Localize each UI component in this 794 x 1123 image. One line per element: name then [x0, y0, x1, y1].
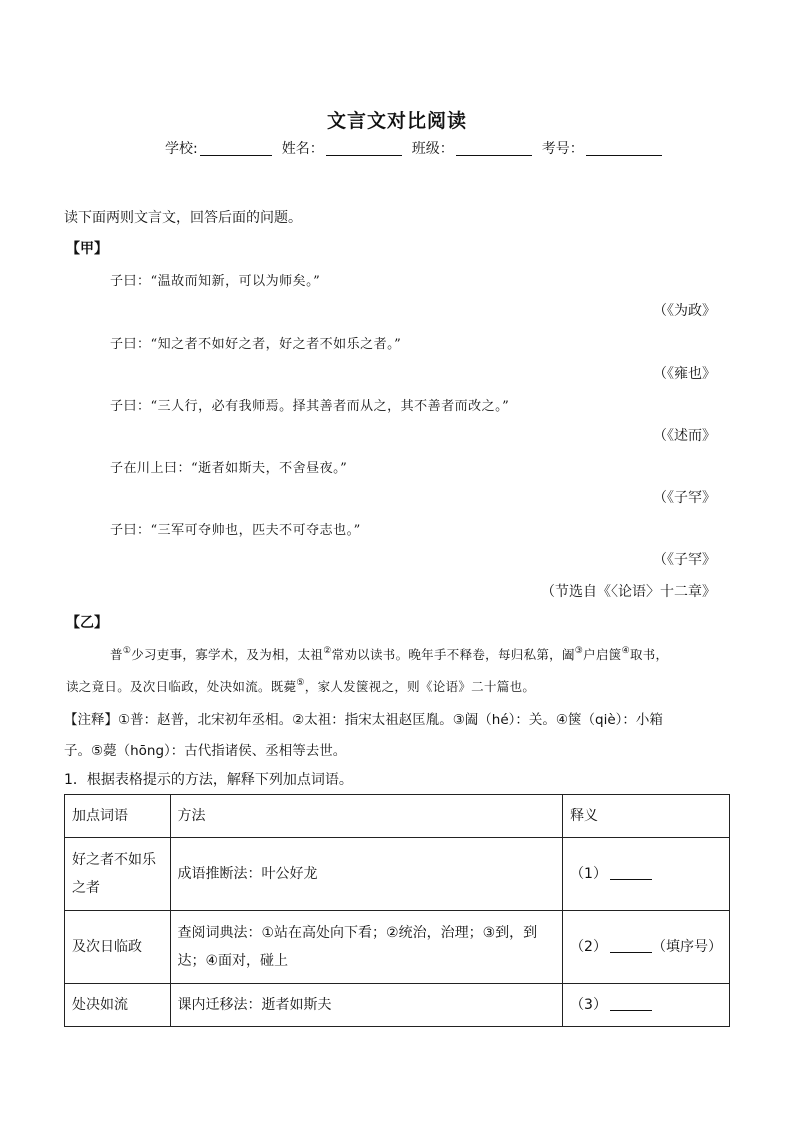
footnote-marker-3: ③ [574, 646, 584, 656]
instruction: 读下面两则文言文，回答后面的问题。 [64, 210, 302, 226]
answer-number: （1） [570, 866, 607, 882]
overall-source: （节选自《〈论语〉十二章》 [541, 584, 716, 600]
name-label: 姓名： [281, 141, 324, 157]
student-info [165, 138, 672, 158]
notes-line-2: 子。⑤薨（hōng）：古代指诸侯、丞相等去世。 [64, 743, 347, 759]
answer-blank[interactable] [610, 936, 652, 953]
passage-text: ，家人发箧视之，则《论语》二十篇也。 [304, 679, 536, 694]
analects-source-2: （《雍也》 [653, 366, 716, 382]
answer-number: （3） [570, 997, 607, 1013]
table-row [65, 911, 730, 984]
passage-text: 少习吏事，寡学术，及为相，太祖 [131, 647, 324, 662]
question-1: 1．根据表格提示的方法，解释下列加点词语。 [64, 772, 353, 788]
school-field[interactable] [165, 138, 276, 158]
analects-quote-5: 子曰：“三军可夺帅也，匹夫不可夺志也。” [110, 523, 361, 538]
table-cell-word: 处决如流 [65, 984, 171, 1027]
analects-source-1: （《为政》 [653, 303, 716, 319]
table-cell-answer [563, 984, 730, 1027]
passage-text: 常劝以读书。晚年手不释卷，每归私第，阖 [331, 647, 575, 662]
analects-source-5: （《子罕》 [653, 552, 716, 568]
number-field[interactable] [542, 138, 666, 158]
section-label-yi: 【乙】 [66, 615, 108, 631]
table-header: 加点词语 [65, 795, 171, 838]
passage-text: 取书， [629, 647, 669, 662]
name-blank[interactable] [326, 141, 402, 156]
table-cell-word: 及次日临政 [65, 911, 171, 984]
answer-suffix: （填序号） [651, 939, 722, 955]
analects-source-3: （《述而》 [653, 428, 716, 444]
analects-quote-2: 子曰：“知之者不如好之者，好之者不如乐之者。” [110, 337, 402, 352]
answer-blank[interactable] [610, 994, 652, 1011]
number-label: 考号： [541, 141, 584, 157]
footnote-marker-4: ④ [621, 646, 630, 656]
table-cell-method: 查阅词典法：①站在高处向下看；②统治，治理；③到，到达；④面对，碰上 [170, 911, 563, 984]
passage-text: 户启箧 [583, 647, 622, 662]
class-blank[interactable] [456, 141, 532, 156]
notes-line-1: 【注释】①普：赵普，北宋初年丞相。②太祖：指宋太祖赵匡胤。③阖（hé）：关。④箧（qiè）：小箱 [64, 712, 663, 728]
passage-text: 读之竟日。及次日临政，处决如流。既薨 [66, 679, 297, 694]
class-field[interactable] [412, 138, 536, 158]
table-cell-method: 课内迁移法：逝者如斯夫 [170, 984, 563, 1027]
table-row [65, 984, 730, 1027]
number-blank[interactable] [586, 141, 662, 156]
answer-number: （2） [570, 939, 607, 955]
school-label: 学校: [165, 141, 198, 157]
answer-blank[interactable] [610, 863, 652, 880]
table-header-row [65, 795, 730, 838]
table-row [65, 838, 730, 911]
analects-source-4: （《子罕》 [653, 490, 716, 506]
table-cell-method: 成语推断法：叶公好龙 [170, 838, 563, 911]
footnote-marker-2: ② [323, 646, 332, 656]
page-title: 文言文对比阅读 [326, 110, 467, 132]
table-cell-answer [563, 911, 730, 984]
analects-quote-1: 子曰：“温故而知新，可以为师矣。” [110, 274, 321, 289]
class-label: 班级： [411, 141, 454, 157]
table-header: 方法 [170, 795, 563, 838]
section-label-jia: 【甲】 [66, 241, 108, 257]
analects-quote-3: 子曰：“三人行，必有我师焉。择其善者而从之，其不善者而改之。” [110, 399, 510, 414]
table-cell-answer [563, 838, 730, 911]
table-cell-word: 好之者不如乐之者 [65, 838, 171, 911]
answer-table [64, 794, 730, 1027]
footnote-marker-1: ① [122, 646, 132, 656]
analects-quote-4: 子在川上曰：“逝者如斯夫，不舍昼夜。” [110, 461, 348, 476]
passage-text: 普 [110, 647, 123, 662]
table-header: 释义 [563, 795, 730, 838]
passage-yi-line-2 [66, 677, 535, 695]
name-field[interactable] [282, 138, 406, 158]
school-blank[interactable] [200, 141, 272, 156]
passage-yi-line-1 [110, 645, 668, 663]
footnote-marker-5: ⑤ [296, 678, 305, 688]
